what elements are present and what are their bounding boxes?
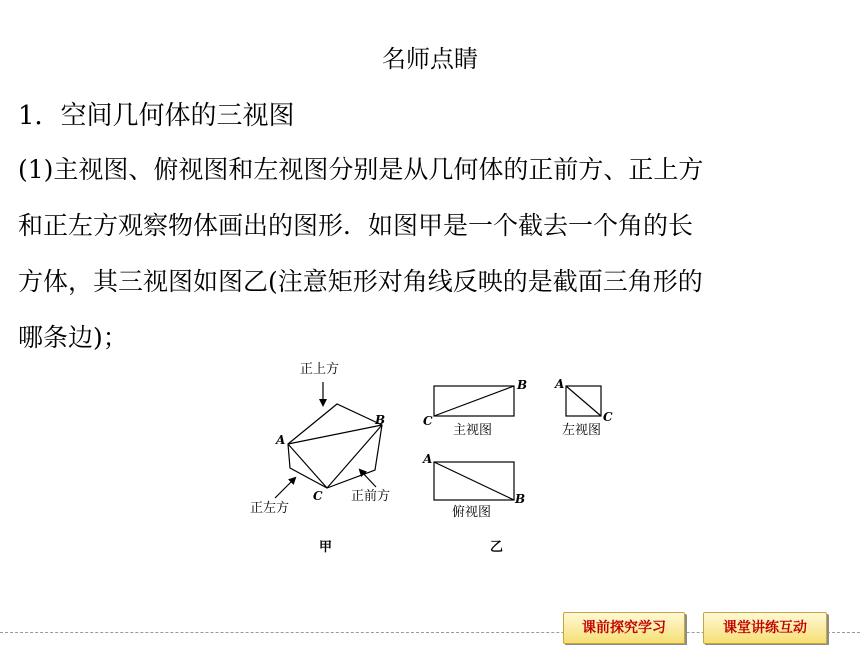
vertex-c-label: C <box>313 489 323 503</box>
figure-jia <box>275 382 382 498</box>
front-view-diagonal <box>434 386 514 416</box>
paragraph-line: (1)主视图、俯视图和左视图分别是从几何体的正前方、正上方 <box>18 155 704 184</box>
section-heading-text: 空间几何体的三视图 <box>60 101 295 131</box>
top-view-caption: 俯视图 <box>452 505 492 520</box>
top-view-a-label: A <box>423 452 433 466</box>
vertex-a-label: A <box>276 433 286 447</box>
left-view-caption: 左视图 <box>562 423 602 438</box>
page-title: 名师点睛 <box>382 45 478 73</box>
left-view-c-label: C <box>603 410 613 424</box>
caption-yi: 乙 <box>490 540 504 555</box>
left-view-diagonal <box>566 386 601 416</box>
section-number: 1． <box>18 101 61 131</box>
arrow-left <box>275 478 295 498</box>
prev-section-button[interactable]: 课前探究学习 <box>563 612 685 644</box>
label-front-direction: 正前方 <box>351 489 391 504</box>
left-view-a-label: A <box>555 377 565 391</box>
paragraph-line: 方体，其三视图如图乙(注意矩形对角线反映的是截面三角形的 <box>18 267 703 296</box>
top-view-diagonal <box>434 462 514 500</box>
figure-yi <box>434 386 601 500</box>
label-top-direction: 正上方 <box>300 362 340 377</box>
vertex-b-label: B <box>375 413 386 427</box>
paragraph-line: 和正左方观察物体画出的图形．如图甲是一个截去一个角的长 <box>18 211 694 240</box>
paragraph-line: 哪条边)； <box>18 323 128 352</box>
front-view-c-label: C <box>423 414 433 428</box>
front-view-caption: 主视图 <box>453 423 493 438</box>
front-view-b-label: B <box>517 378 528 392</box>
top-view-b-label: B <box>515 492 526 506</box>
label-left-direction: 正左方 <box>250 501 290 516</box>
caption-jia: 甲 <box>319 540 333 555</box>
solid-outline <box>288 404 382 488</box>
next-section-button[interactable]: 课堂讲练互动 <box>703 612 827 644</box>
solid-edge <box>288 444 327 488</box>
